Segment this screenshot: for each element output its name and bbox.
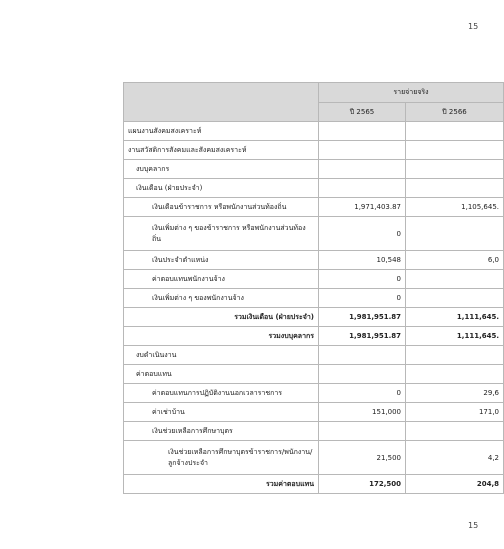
row-label: ค่าเช่าบ้าน — [124, 403, 319, 422]
value-2565 — [319, 179, 406, 198]
row-label: งานสวัสดิการสังคมและสังคมสงเคราะห์ — [124, 141, 319, 160]
value-2565 — [319, 346, 406, 365]
row-label: งบบุคลากร — [124, 160, 319, 179]
page-number-bottom: 15 — [468, 521, 479, 530]
page-number-top: 15 — [468, 22, 479, 31]
value-2565 — [319, 122, 406, 141]
value-2566 — [406, 217, 504, 251]
table-row — [124, 160, 504, 179]
table-row — [124, 179, 504, 198]
header-actual-spending: รายจ่ายจริง — [319, 83, 504, 103]
value-2565 — [319, 160, 406, 179]
value-2566 — [406, 179, 504, 198]
row-label: ค่าตอบแทน — [124, 365, 319, 384]
value-2565: 10,548 — [319, 251, 406, 270]
table-header-row — [124, 83, 504, 103]
row-label: เงินช่วยเหลือการศึกษาบุตรข้าราชการ/พนักงาน/ลูกจ้างประจำ — [124, 441, 319, 475]
table-row — [124, 384, 504, 403]
value-2566: 4,2 — [406, 441, 504, 475]
table-row — [124, 141, 504, 160]
budget-table — [123, 82, 504, 494]
row-label: ค่าตอบแทนการปฏิบัติงานนอกเวลาราชการ — [124, 384, 319, 403]
row-label: รวมเงินเดือน (ฝ่ายประจำ) — [124, 308, 319, 327]
value-2565: 1,981,951.87 — [319, 327, 406, 346]
value-2565 — [319, 141, 406, 160]
table-row — [124, 422, 504, 441]
row-label: รวมงบบุคลากร — [124, 327, 319, 346]
value-2565: 0 — [319, 384, 406, 403]
value-2566: 171,0 — [406, 403, 504, 422]
value-2565: 172,500 — [319, 475, 406, 494]
table-row — [124, 441, 504, 475]
row-label: เงินเพิ่มต่าง ๆ ของข้าราชการ หรือพนักงานส่วนท้องถิ่น — [124, 217, 319, 251]
value-2565: 0 — [319, 270, 406, 289]
header-blank-cell — [124, 83, 319, 122]
value-2566 — [406, 122, 504, 141]
header-year-2566: ปี 2566 — [406, 103, 504, 122]
value-2566 — [406, 141, 504, 160]
value-2566: 1,105,645. — [406, 198, 504, 217]
value-2566 — [406, 365, 504, 384]
row-label: รวมค่าตอบแทน — [124, 475, 319, 494]
row-label: งบดำเนินงาน — [124, 346, 319, 365]
table-row — [124, 327, 504, 346]
table-row — [124, 198, 504, 217]
value-2565: 0 — [319, 217, 406, 251]
table-row — [124, 270, 504, 289]
row-label: เงินเดือนข้าราชการ หรือพนักงานส่วนท้องถิ่น — [124, 198, 319, 217]
table-row — [124, 308, 504, 327]
value-2566 — [406, 270, 504, 289]
table-row — [124, 217, 504, 251]
value-2566: 1,111,645. — [406, 327, 504, 346]
value-2566: 1,111,645. — [406, 308, 504, 327]
row-label: เงินประจำตำแหน่ง — [124, 251, 319, 270]
value-2566: 204,8 — [406, 475, 504, 494]
table-row — [124, 365, 504, 384]
value-2566: 29,6 — [406, 384, 504, 403]
table-row — [124, 122, 504, 141]
value-2565 — [319, 365, 406, 384]
value-2566 — [406, 422, 504, 441]
table-row — [124, 475, 504, 494]
value-2565: 0 — [319, 289, 406, 308]
value-2566 — [406, 160, 504, 179]
value-2565: 1,981,951.87 — [319, 308, 406, 327]
row-label: ค่าตอบแทนพนักงานจ้าง — [124, 270, 319, 289]
row-label: เงินเพิ่มต่าง ๆ ของพนักงานจ้าง — [124, 289, 319, 308]
table-row — [124, 251, 504, 270]
value-2565 — [319, 422, 406, 441]
value-2565: 21,500 — [319, 441, 406, 475]
value-2566 — [406, 346, 504, 365]
row-label: เงินช่วยเหลือการศึกษาบุตร — [124, 422, 319, 441]
header-year-2565: ปี 2565 — [319, 103, 406, 122]
row-label: เงินเดือน (ฝ่ายประจำ) — [124, 179, 319, 198]
value-2566: 6,0 — [406, 251, 504, 270]
value-2565: 1,971,403.87 — [319, 198, 406, 217]
table-row — [124, 289, 504, 308]
table-row — [124, 403, 504, 422]
value-2565: 151,000 — [319, 403, 406, 422]
table-row — [124, 346, 504, 365]
row-label: แผนงานสังคมสงเคราะห์ — [124, 122, 319, 141]
value-2566 — [406, 289, 504, 308]
